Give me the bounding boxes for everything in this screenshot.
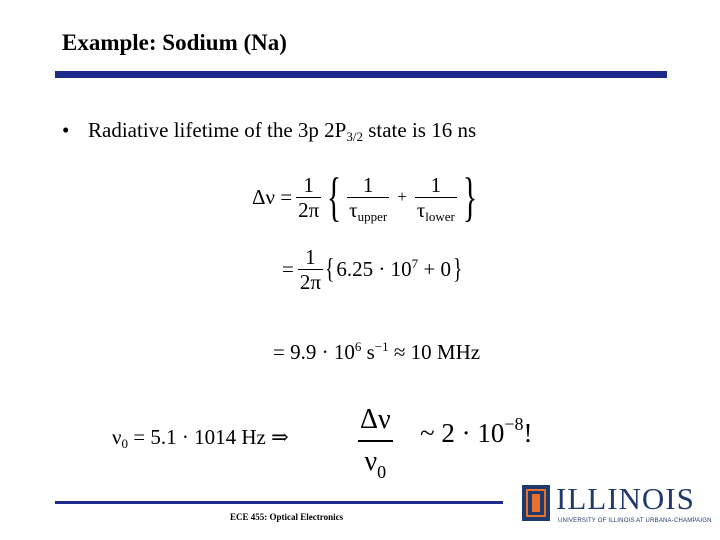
eq2-coef-num: 1 bbox=[305, 245, 316, 269]
eq3-mid: s bbox=[361, 340, 375, 364]
eq2-body-after: + 0 bbox=[418, 257, 451, 281]
bullet-lifetime bbox=[62, 118, 476, 143]
ratio-approx bbox=[420, 414, 533, 449]
title-divider bbox=[55, 71, 667, 78]
eq3-pre: = 9.9 · 10 bbox=[273, 340, 355, 364]
eq2-right-brace: } bbox=[453, 253, 463, 285]
equation-result bbox=[273, 340, 480, 365]
eq1-coef-den: 2π bbox=[298, 197, 320, 222]
eq2-equals: = bbox=[282, 257, 294, 281]
footer-divider bbox=[55, 501, 503, 504]
nu-subscript: 0 bbox=[121, 436, 128, 451]
eq1-right-brace: } bbox=[462, 167, 477, 227]
illinois-block-i-icon bbox=[522, 485, 550, 521]
bullet-text-after: state is 16 ns bbox=[362, 118, 477, 142]
bullet-marker: • bbox=[62, 118, 70, 142]
approx-exponent: −8 bbox=[504, 414, 524, 434]
eq1-lower-fraction bbox=[415, 173, 457, 222]
eq3-exp2: −1 bbox=[374, 339, 389, 354]
eq1-lower-num: 1 bbox=[430, 172, 442, 197]
footer-course: ECE 455: Optical Electronics bbox=[230, 512, 344, 522]
ratio-den-nu: ν bbox=[364, 445, 378, 477]
eq1-coef-fraction bbox=[296, 173, 321, 222]
nu-symbol: ν bbox=[112, 425, 122, 449]
equation-numeric bbox=[278, 245, 464, 294]
eq2-body bbox=[336, 257, 451, 282]
tau-lower: τ bbox=[416, 197, 426, 222]
illinois-tagline: UNIVERSITY OF ILLINOIS AT URBANA-CHAMPAIGN bbox=[558, 518, 712, 524]
eq2-body-main: 6.25 · 10 bbox=[336, 257, 412, 281]
eq1-upper-num: 1 bbox=[362, 172, 374, 197]
approx-post: ! bbox=[523, 418, 533, 448]
approx-pre: ~ 2 · 10 bbox=[420, 418, 505, 448]
frequency-text: = 5.1 · 1014 Hz ⇒ bbox=[128, 425, 289, 449]
eq2-coef-den: 2π bbox=[299, 270, 321, 294]
ratio-fraction bbox=[358, 400, 393, 482]
eq3-post: ≈ 10 MHz bbox=[388, 340, 481, 364]
eq1-left-brace: { bbox=[327, 167, 342, 227]
slide-title: Example: Sodium (Na) bbox=[62, 30, 287, 55]
ratio-fraction-inner bbox=[358, 400, 393, 482]
bullet-subscript: 3/2 bbox=[346, 129, 363, 144]
ratio-den bbox=[363, 442, 389, 482]
eq3-exp1: 6 bbox=[354, 339, 362, 354]
tau-upper-sub: upper bbox=[357, 208, 388, 224]
illinois-wordmark: ILLINOIS bbox=[556, 481, 695, 516]
eq1-upper-den bbox=[347, 198, 389, 222]
eq2-body-exponent: 7 bbox=[411, 256, 419, 271]
bullet-text-before: Radiative lifetime of the 3p 2P bbox=[88, 118, 347, 142]
ratio-den-sub: 0 bbox=[377, 461, 387, 482]
equation-frequency bbox=[112, 425, 289, 450]
eq2-left-brace: { bbox=[324, 253, 335, 285]
eq1-upper-fraction bbox=[347, 173, 389, 222]
equation-linewidth bbox=[248, 167, 483, 227]
eq1-lhs: Δν = bbox=[252, 184, 293, 209]
tau-upper: τ bbox=[349, 197, 358, 222]
eq1-plus: + bbox=[397, 187, 407, 206]
tau-lower-sub: lower bbox=[425, 208, 455, 224]
logo-bar bbox=[532, 494, 540, 512]
eq1-lower-den bbox=[415, 198, 457, 222]
ratio-num: Δν bbox=[360, 404, 391, 435]
eq1-coef-num: 1 bbox=[303, 172, 314, 197]
eq2-coef-fraction bbox=[298, 245, 323, 294]
